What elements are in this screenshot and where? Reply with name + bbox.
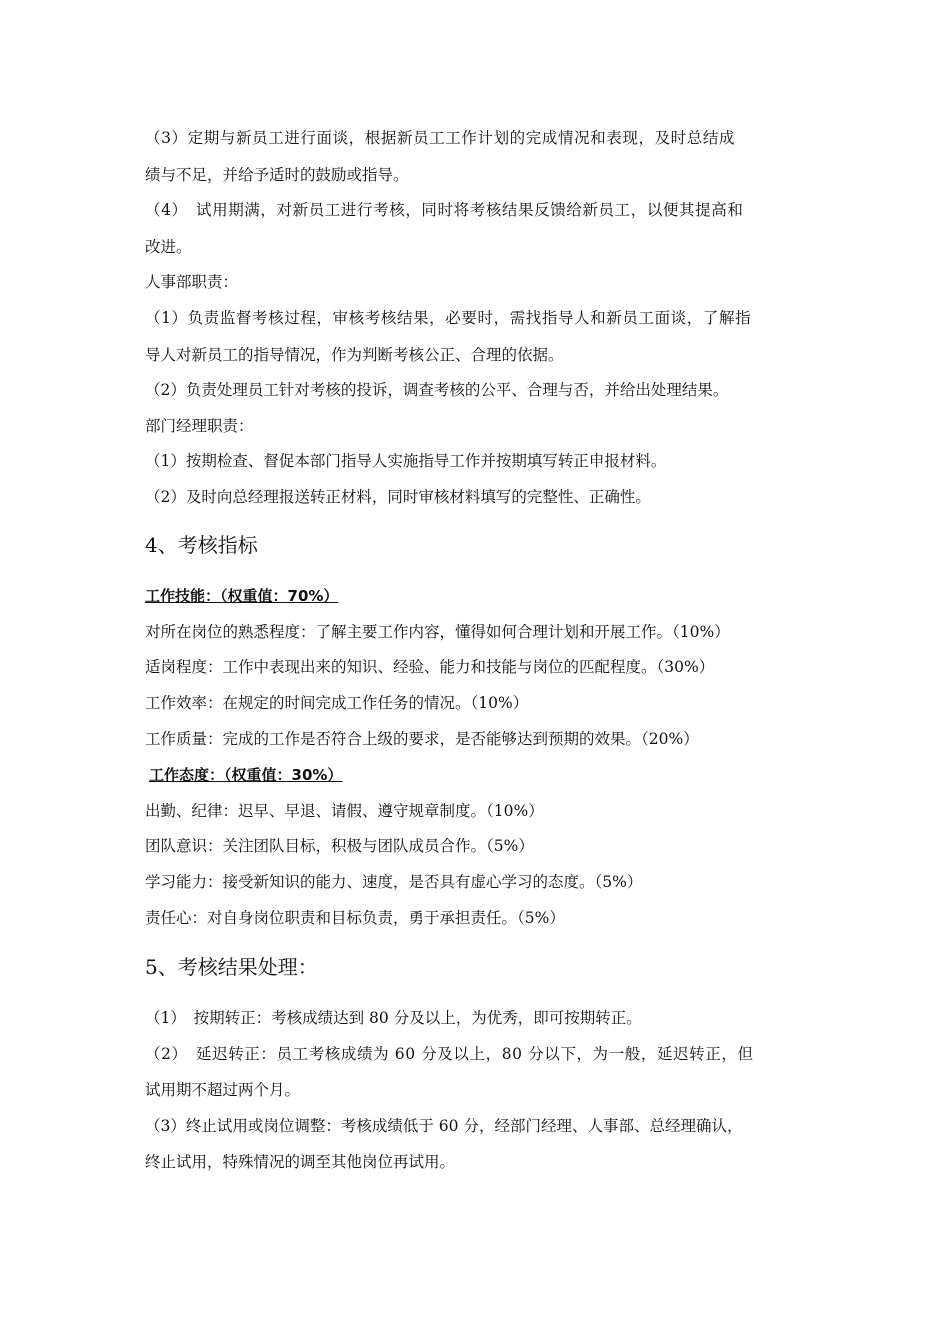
- attitude-subheading: 工作态度：（权重值：30%）: [149, 766, 343, 784]
- result-line: 终止试用，特殊情况的调至其他岗位再试用。: [145, 1153, 456, 1171]
- result-line: （1） 按期转正：考核成绩达到 80 分及以上，为优秀，即可按期转正。: [145, 1009, 642, 1027]
- criteria-line: 团队意识：关注团队目标，积极与团队成员合作。（5%）: [145, 837, 534, 855]
- paragraph-line: 绩与不足，并给予适时的鼓励或指导。: [145, 166, 409, 184]
- paragraph-line: （2）及时向总经理报送转正材料，同时审核材料填写的完整性、正确性。: [145, 488, 651, 506]
- criteria-line: 出勤、纪律：迟早、早退、请假、遵守规章制度。（10%）: [145, 802, 544, 820]
- paragraph-line: （1）按期检查、督促本部门指导人实施指导工作并按期填写转正申报材料。: [145, 452, 667, 470]
- skills-subheading: 工作技能：（权重值：70%）: [145, 587, 339, 605]
- paragraph-line: 改进。: [145, 238, 192, 256]
- paragraph-line: （1）负责监督考核过程，审核考核结果，必要时，需找指导人和新员工面谈，了解指: [145, 309, 752, 327]
- paragraph-line: 导人对新员工的指导情况，作为判断考核公正、合理的依据。: [145, 346, 564, 364]
- section-label-manager: 部门经理职责：: [145, 417, 254, 435]
- criteria-line: 工作质量：完成的工作是否符合上级的要求，是否能够达到预期的效果。（20%）: [145, 730, 699, 748]
- criteria-line: 学习能力：接受新知识的能力、速度，是否具有虚心学习的态度。（5%）: [145, 873, 643, 891]
- criteria-line: 责任心：对自身岗位职责和目标负责，勇于承担责任。（5%）: [145, 909, 565, 927]
- criteria-line: 对所在岗位的熟悉程度：了解主要工作内容，懂得如何合理计划和开展工作。（10%）: [145, 623, 730, 641]
- section-heading-4: 4、考核指标: [145, 533, 258, 557]
- paragraph-line: （3）定期与新员工进行面谈，根据新员工工作计划的完成情况和表现，及时总结成: [145, 129, 736, 147]
- paragraph-line: （4） 试用期满，对新员工进行考核，同时将考核结果反馈给新员工，以便其提高和: [145, 201, 744, 219]
- result-line: （2） 延迟转正：员工考核成绩为 60 分及以上，80 分以下，为一般，延迟转正，但: [145, 1045, 754, 1063]
- section-heading-5: 5、考核结果处理：: [145, 955, 318, 979]
- result-line: 试用期不超过两个月。: [145, 1081, 301, 1099]
- result-line: （3）终止试用或岗位调整：考核成绩低于 60 分，经部门经理、人事部、总经理确认，: [145, 1117, 743, 1135]
- section-label-hr: 人事部职责：: [145, 273, 239, 291]
- criteria-line: 工作效率：在规定的时间完成工作任务的情况。（10%）: [145, 694, 529, 712]
- paragraph-line: （2）负责处理员工针对考核的投诉，调查考核的公平、合理与否，并给出处理结果。: [145, 381, 729, 399]
- criteria-line: 适岗程度：工作中表现出来的知识、经验、能力和技能与岗位的匹配程度。（30%）: [145, 658, 715, 676]
